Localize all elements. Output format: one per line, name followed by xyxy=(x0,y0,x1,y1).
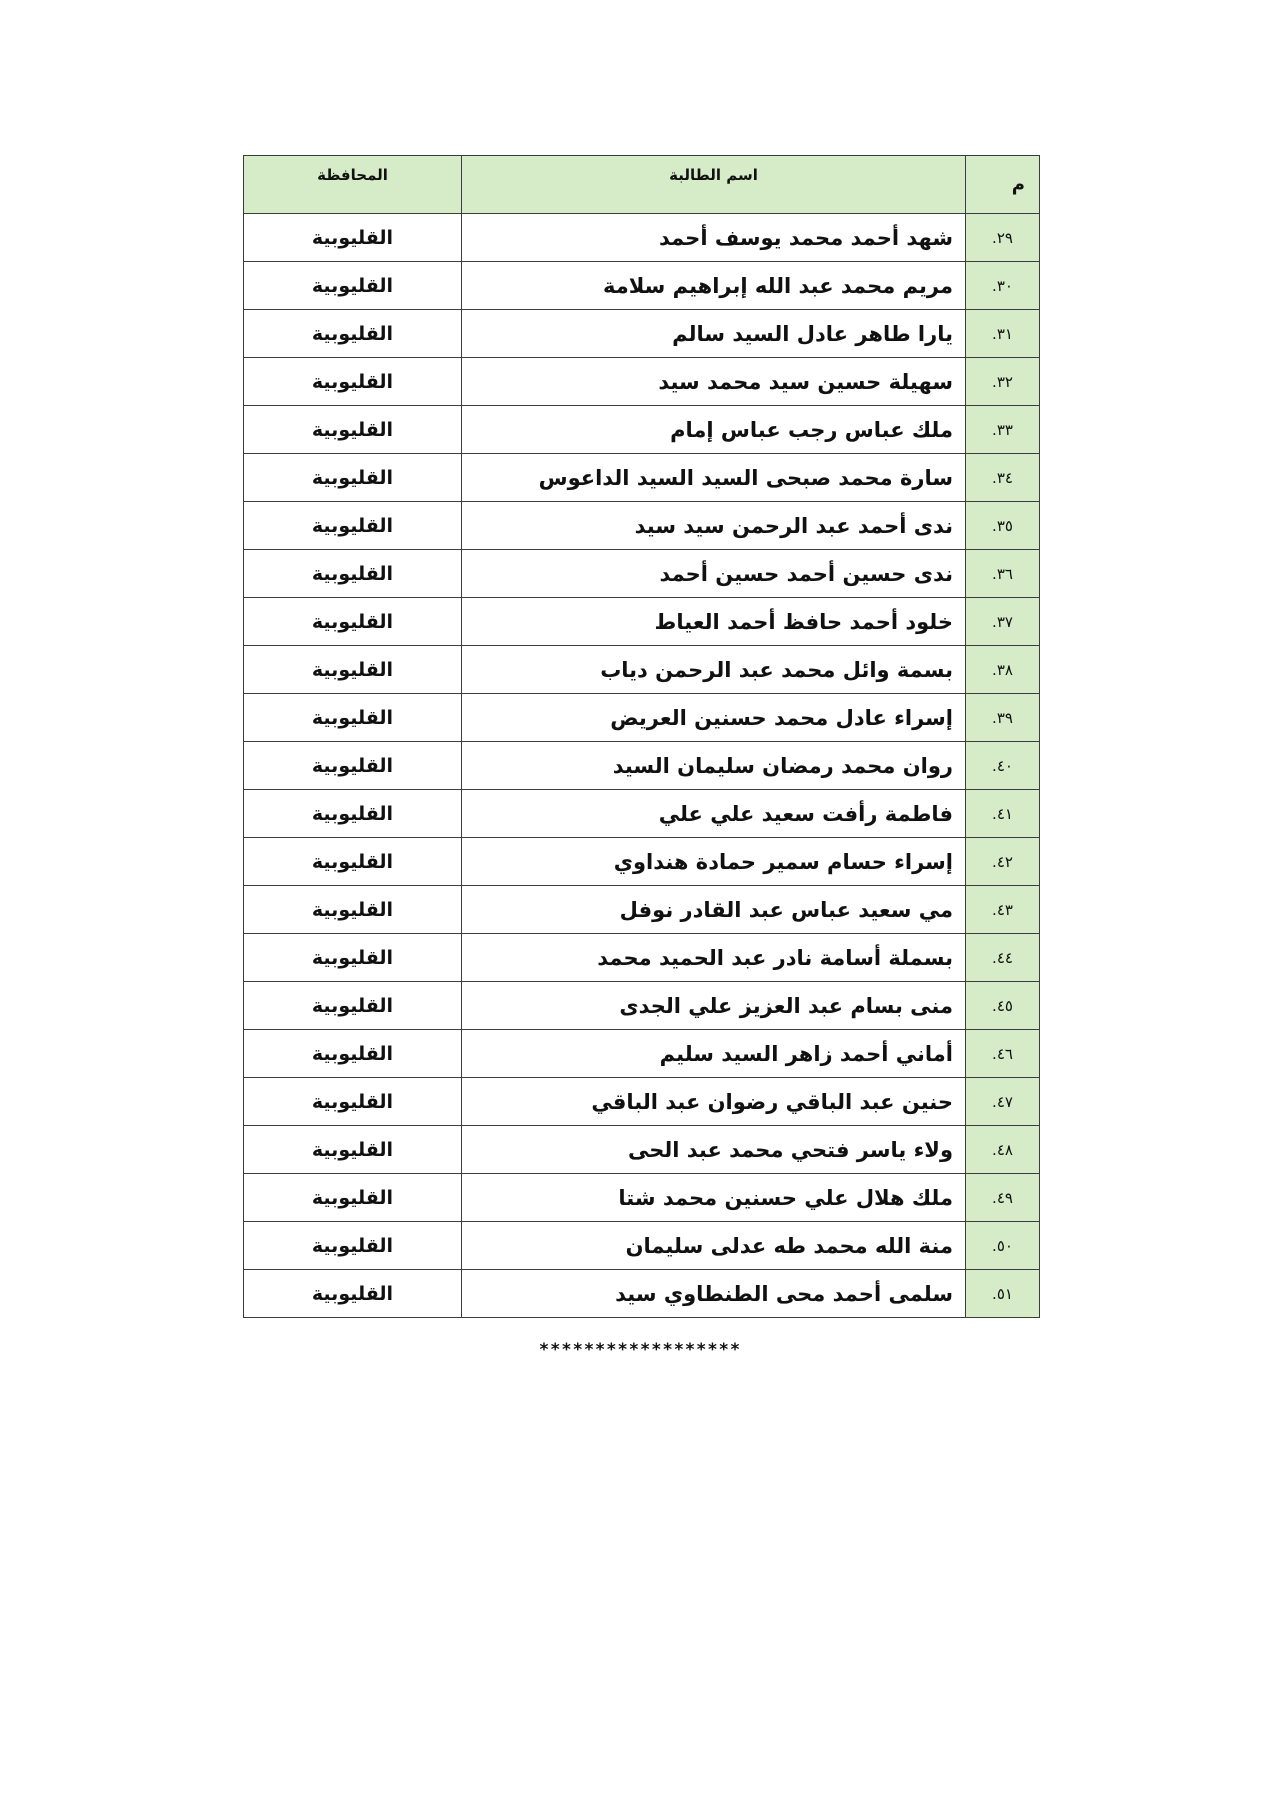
student-name: مريم محمد عبد الله إبراهيم سلامة xyxy=(462,262,966,310)
governorate: القليوبية xyxy=(244,502,462,550)
governorate: القليوبية xyxy=(244,742,462,790)
row-number: ٥١. xyxy=(966,1270,1040,1318)
governorate: القليوبية xyxy=(244,406,462,454)
student-name: فاطمة رأفت سعيد علي علي xyxy=(462,790,966,838)
governorate: القليوبية xyxy=(244,982,462,1030)
governorate: القليوبية xyxy=(244,262,462,310)
table-row xyxy=(244,742,1040,790)
table-header-row xyxy=(244,156,1040,214)
row-number: ٣٨. xyxy=(966,646,1040,694)
student-name: بسمة وائل محمد عبد الرحمن دياب xyxy=(462,646,966,694)
row-number: ٣٧. xyxy=(966,598,1040,646)
table-row xyxy=(244,982,1040,1030)
row-number: ٣٤. xyxy=(966,454,1040,502)
header-number: م xyxy=(966,156,1040,214)
row-number: ٢٩. xyxy=(966,214,1040,262)
student-name: حنين عبد الباقي رضوان عبد الباقي xyxy=(462,1078,966,1126)
header-governorate: المحافظة xyxy=(244,156,462,214)
student-name: روان محمد رمضان سليمان السيد xyxy=(462,742,966,790)
student-name: يارا طاهر عادل السيد سالم xyxy=(462,310,966,358)
header-student-name: اسم الطالبة xyxy=(462,156,966,214)
row-number: ٣٥. xyxy=(966,502,1040,550)
student-name: إسراء عادل محمد حسنين العريض xyxy=(462,694,966,742)
governorate: القليوبية xyxy=(244,790,462,838)
table-row xyxy=(244,934,1040,982)
table-row xyxy=(244,790,1040,838)
student-name: بسملة أسامة نادر عبد الحميد محمد xyxy=(462,934,966,982)
row-number: ٣٦. xyxy=(966,550,1040,598)
table-row xyxy=(244,454,1040,502)
governorate: القليوبية xyxy=(244,358,462,406)
table-row xyxy=(244,262,1040,310)
governorate: القليوبية xyxy=(244,1270,462,1318)
governorate: القليوبية xyxy=(244,694,462,742)
student-name: سارة محمد صبحى السيد السيد الداعوس xyxy=(462,454,966,502)
row-number: ٤٦. xyxy=(966,1030,1040,1078)
row-number: ٤٨. xyxy=(966,1126,1040,1174)
table-row xyxy=(244,550,1040,598)
student-name: ندى أحمد عبد الرحمن سيد سيد xyxy=(462,502,966,550)
table-row xyxy=(244,358,1040,406)
students-table xyxy=(243,155,1040,1318)
table-row xyxy=(244,1078,1040,1126)
table-row xyxy=(244,646,1040,694)
governorate: القليوبية xyxy=(244,886,462,934)
table-row xyxy=(244,406,1040,454)
governorate: القليوبية xyxy=(244,934,462,982)
governorate: القليوبية xyxy=(244,310,462,358)
row-number: ٤٢. xyxy=(966,838,1040,886)
student-name: سهيلة حسين سيد محمد سيد xyxy=(462,358,966,406)
student-name: أماني أحمد زاهر السيد سليم xyxy=(462,1030,966,1078)
table-row xyxy=(244,598,1040,646)
student-name: منة الله محمد طه عدلى سليمان xyxy=(462,1222,966,1270)
student-name: منى بسام عبد العزيز علي الجدى xyxy=(462,982,966,1030)
table-body xyxy=(244,214,1040,1318)
governorate: القليوبية xyxy=(244,1126,462,1174)
table-row xyxy=(244,1270,1040,1318)
row-number: ٥٠. xyxy=(966,1222,1040,1270)
row-number: ٤٧. xyxy=(966,1078,1040,1126)
table-row xyxy=(244,214,1040,262)
table-row xyxy=(244,310,1040,358)
student-name: ملك هلال علي حسنين محمد شتا xyxy=(462,1174,966,1222)
table-row xyxy=(244,886,1040,934)
row-number: ٣٢. xyxy=(966,358,1040,406)
governorate: القليوبية xyxy=(244,1174,462,1222)
student-name: ندى حسين أحمد حسين أحمد xyxy=(462,550,966,598)
governorate: القليوبية xyxy=(244,646,462,694)
row-number: ٣٩. xyxy=(966,694,1040,742)
row-number: ٤١. xyxy=(966,790,1040,838)
table-row xyxy=(244,1222,1040,1270)
row-number: ٤٤. xyxy=(966,934,1040,982)
table-row xyxy=(244,1030,1040,1078)
table-header xyxy=(244,156,1040,214)
separator-stars: ****************** xyxy=(538,1340,742,1360)
table-row xyxy=(244,838,1040,886)
row-number: ٤٠. xyxy=(966,742,1040,790)
table-row xyxy=(244,1174,1040,1222)
row-number: ٤٩. xyxy=(966,1174,1040,1222)
row-number: ٣١. xyxy=(966,310,1040,358)
student-name: مي سعيد عباس عبد القادر نوفل xyxy=(462,886,966,934)
row-number: ٣٠. xyxy=(966,262,1040,310)
student-name: ولاء ياسر فتحي محمد عبد الحى xyxy=(462,1126,966,1174)
governorate: القليوبية xyxy=(244,454,462,502)
governorate: القليوبية xyxy=(244,1030,462,1078)
governorate: القليوبية xyxy=(244,214,462,262)
table-row xyxy=(244,694,1040,742)
student-name: خلود أحمد حافظ أحمد العياط xyxy=(462,598,966,646)
governorate: القليوبية xyxy=(244,598,462,646)
row-number: ٤٥. xyxy=(966,982,1040,1030)
student-name: سلمى أحمد محى الطنطاوي سيد xyxy=(462,1270,966,1318)
table-row xyxy=(244,1126,1040,1174)
student-name: شهد أحمد محمد يوسف أحمد xyxy=(462,214,966,262)
governorate: القليوبية xyxy=(244,1078,462,1126)
governorate: القليوبية xyxy=(244,838,462,886)
governorate: القليوبية xyxy=(244,1222,462,1270)
row-number: ٤٣. xyxy=(966,886,1040,934)
row-number: ٣٣. xyxy=(966,406,1040,454)
student-name: ملك عباس رجب عباس إمام xyxy=(462,406,966,454)
table-row xyxy=(244,502,1040,550)
student-name: إسراء حسام سمير حمادة هنداوي xyxy=(462,838,966,886)
governorate: القليوبية xyxy=(244,550,462,598)
